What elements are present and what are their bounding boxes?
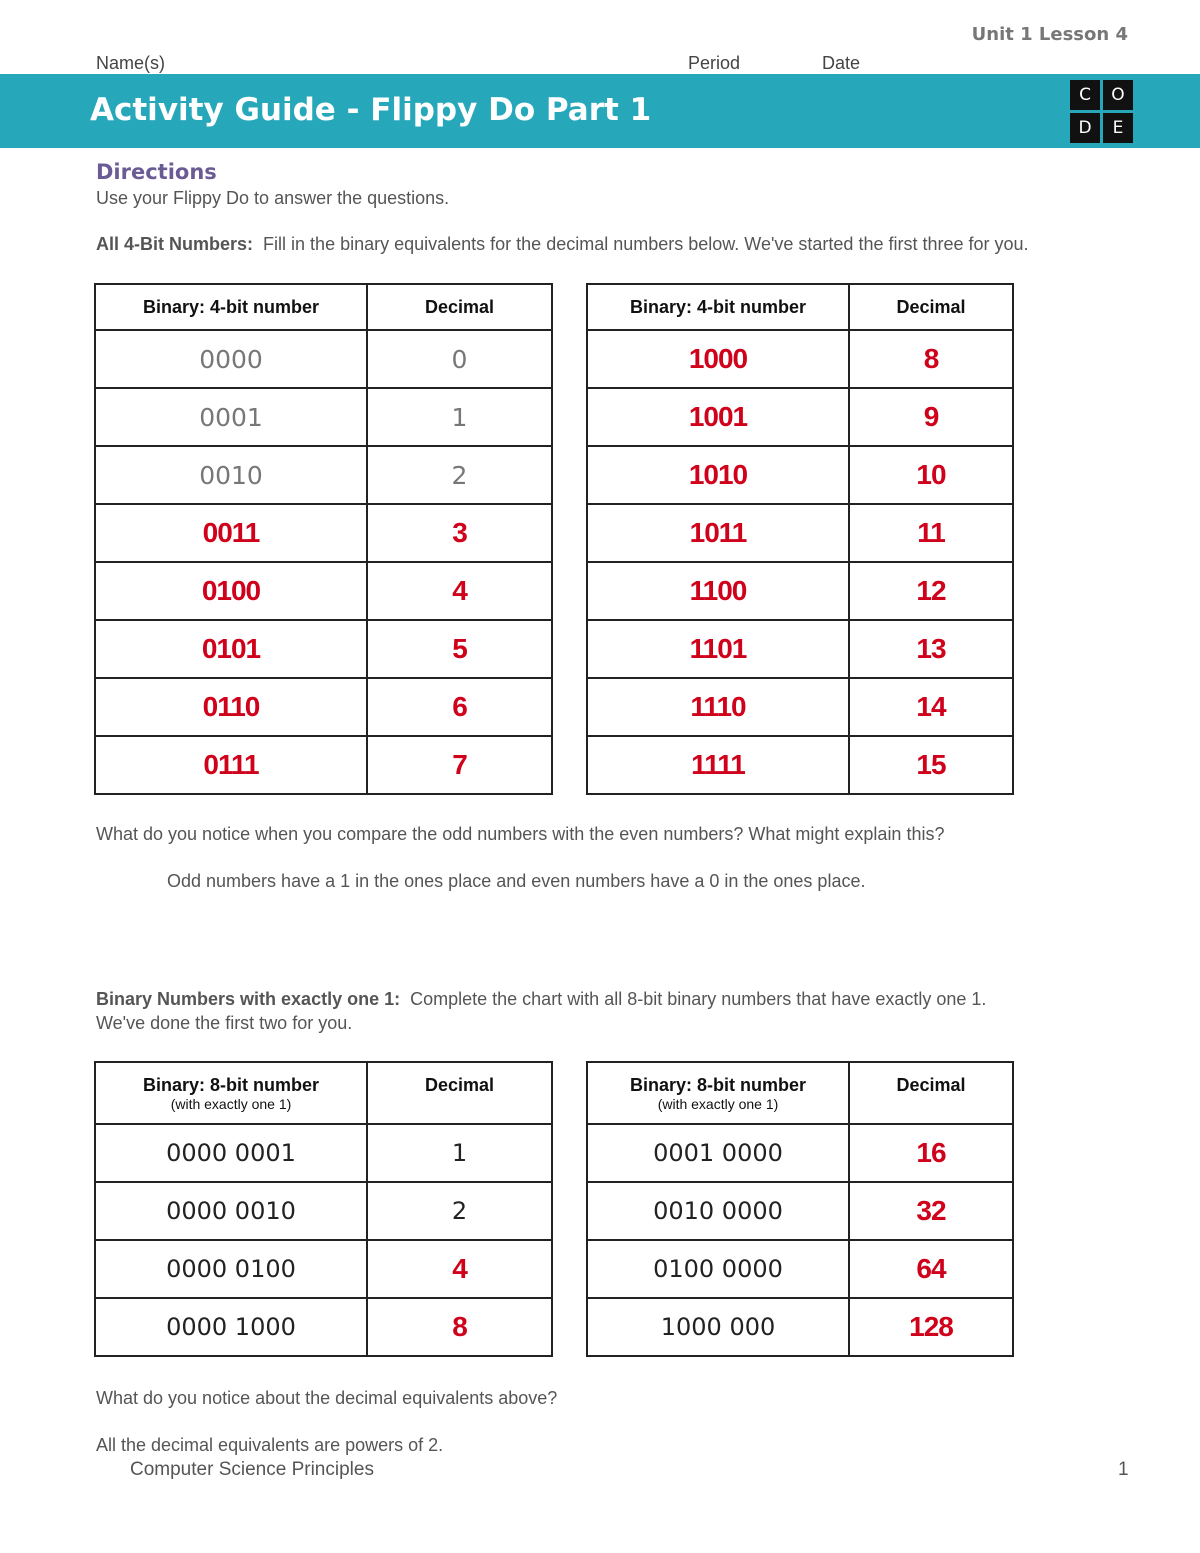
decimal-answer-cell[interactable]: 32 [849,1182,1013,1240]
col-header-binary-sub: (with exactly one 1) [170,1095,292,1112]
binary-answer-cell[interactable]: 1111 [587,736,849,794]
table-row [587,620,1013,678]
section1-text: Fill in the binary equivalents for the decimal numbers below. We've started the first three for you. [263,234,1029,254]
table-row [95,1240,552,1298]
decimal-cell: 1 [367,388,552,446]
binary-answer-cell[interactable]: 1101 [587,620,849,678]
table-row [587,736,1013,794]
col-header-binary-title: Binary: 8-bit number [629,1074,807,1095]
section2-question: What do you notice about the decimal equivalents above? [96,1388,558,1408]
col-header-decimal: Decimal [367,1062,552,1124]
binary-cell: 0001 0000 [587,1124,849,1182]
period-label: Period [688,53,741,73]
binary-cell: 0010 0000 [587,1182,849,1240]
binary-answer-cell[interactable]: 1100 [587,562,849,620]
decimal-answer-cell[interactable]: 8 [849,330,1013,388]
table-row [95,736,552,794]
col-header-binary [587,1062,849,1124]
table-row [95,1124,552,1182]
binary-answer-cell[interactable]: 0101 [95,620,367,678]
table-row [587,330,1013,388]
decimal-cell: 3 [367,504,552,562]
section1-instructions [96,234,1029,255]
decimal-answer-cell[interactable]: 12 [849,562,1013,620]
name-label: Name(s) [96,53,166,73]
section1-answer[interactable]: Odd numbers have a 1 in the ones place and even numbers have a 0 in the ones place. [167,871,866,891]
decimal-answer-cell[interactable]: 16 [849,1124,1013,1182]
col-header-binary: Binary: 4-bit number [587,284,849,330]
decimal-answer-cell[interactable]: 10 [849,446,1013,504]
binary-cell: 0010 [95,446,367,504]
table-4bit-right [586,283,1014,795]
table-row [587,388,1013,446]
table-row [587,446,1013,504]
decimal-cell: 4 [367,562,552,620]
col-header-decimal: Decimal [849,284,1013,330]
col-header-binary [95,1062,367,1124]
directions-text: Use your Flippy Do to answer the questions. [96,188,450,208]
decimal-cell: 2 [367,1182,552,1240]
binary-cell: 0000 0010 [95,1182,367,1240]
table-row [587,1182,1013,1240]
decimal-cell: 2 [367,446,552,504]
binary-cell: 1000 000 [587,1298,849,1356]
table-row [95,330,552,388]
table-8bit-right [586,1061,1014,1357]
table-row [95,1182,552,1240]
binary-answer-cell[interactable]: 0011 [95,504,367,562]
table-row [95,388,552,446]
col-header-decimal: Decimal [367,284,552,330]
decimal-cell: 6 [367,678,552,736]
binary-cell: 0100 0000 [587,1240,849,1298]
table-row [95,504,552,562]
section1-question: What do you notice when you compare the odd numbers with the even numbers? What might explain this? [96,824,945,844]
binary-cell: 0000 [95,330,367,388]
decimal-cell: 1 [367,1124,552,1182]
binary-answer-cell[interactable]: 1000 [587,330,849,388]
decimal-answer-cell[interactable]: 15 [849,736,1013,794]
binary-answer-cell[interactable]: 1001 [587,388,849,446]
logo-letter: E [1103,113,1133,143]
binary-answer-cell[interactable]: 1110 [587,678,849,736]
binary-answer-cell[interactable]: 1011 [587,504,849,562]
binary-cell: 0000 1000 [95,1298,367,1356]
col-header-decimal: Decimal [849,1062,1013,1124]
table-row [587,504,1013,562]
table-row [95,678,552,736]
section2-instructions [96,989,986,1010]
decimal-answer-cell[interactable]: 9 [849,388,1013,446]
page-title: Activity Guide - Flippy Do Part 1 [90,92,652,128]
binary-cell: 0000 0100 [95,1240,367,1298]
binary-answer-cell[interactable]: 0111 [95,736,367,794]
decimal-answer-cell[interactable]: 13 [849,620,1013,678]
decimal-answer-cell[interactable]: 4 [367,1240,552,1298]
logo-letter: D [1070,113,1100,143]
footer-course: Computer Science Principles [130,1459,374,1480]
decimal-answer-cell[interactable]: 8 [367,1298,552,1356]
table-row [95,446,552,504]
table-row [95,1298,552,1356]
decimal-answer-cell[interactable]: 128 [849,1298,1013,1356]
col-header-binary-sub: (with exactly one 1) [657,1095,779,1112]
table-row [95,620,552,678]
date-label: Date [822,53,861,73]
decimal-cell: 5 [367,620,552,678]
section2-text2: We've done the first two for you. [96,1013,353,1033]
table-row [587,1298,1013,1356]
logo-letter: C [1070,80,1100,110]
logo-letter: O [1103,80,1133,110]
table-4bit-left [94,283,553,795]
binary-answer-cell[interactable]: 0100 [95,562,367,620]
section2-text: Complete the chart with all 8-bit binary numbers that have exactly one 1. [410,989,987,1009]
table-row [587,1124,1013,1182]
table-row [587,678,1013,736]
binary-answer-cell[interactable]: 0110 [95,678,367,736]
section2-label: Binary Numbers with exactly one 1: [96,989,401,1009]
section2-answer[interactable]: All the decimal equivalents are powers of 2. [96,1435,444,1455]
unit-lesson-label: Unit 1 Lesson 4 [971,24,1128,45]
table-row [95,562,552,620]
directions-heading: Directions [96,160,217,184]
decimal-cell: 7 [367,736,552,794]
table-row [587,562,1013,620]
section1-label: All 4-Bit Numbers: [96,234,254,254]
decimal-answer-cell[interactable]: 14 [849,678,1013,736]
col-header-binary-title: Binary: 8-bit number [142,1074,320,1095]
code-logo [1070,80,1134,144]
binary-answer-cell[interactable]: 1010 [587,446,849,504]
decimal-answer-cell[interactable]: 64 [849,1240,1013,1298]
decimal-cell: 0 [367,330,552,388]
table-8bit-left [94,1061,553,1357]
col-header-binary: Binary: 4-bit number [95,284,367,330]
footer-page-number: 1 [1118,1459,1129,1480]
binary-cell: 0000 0001 [95,1124,367,1182]
decimal-answer-cell[interactable]: 11 [849,504,1013,562]
table-row [587,1240,1013,1298]
binary-cell: 0001 [95,388,367,446]
